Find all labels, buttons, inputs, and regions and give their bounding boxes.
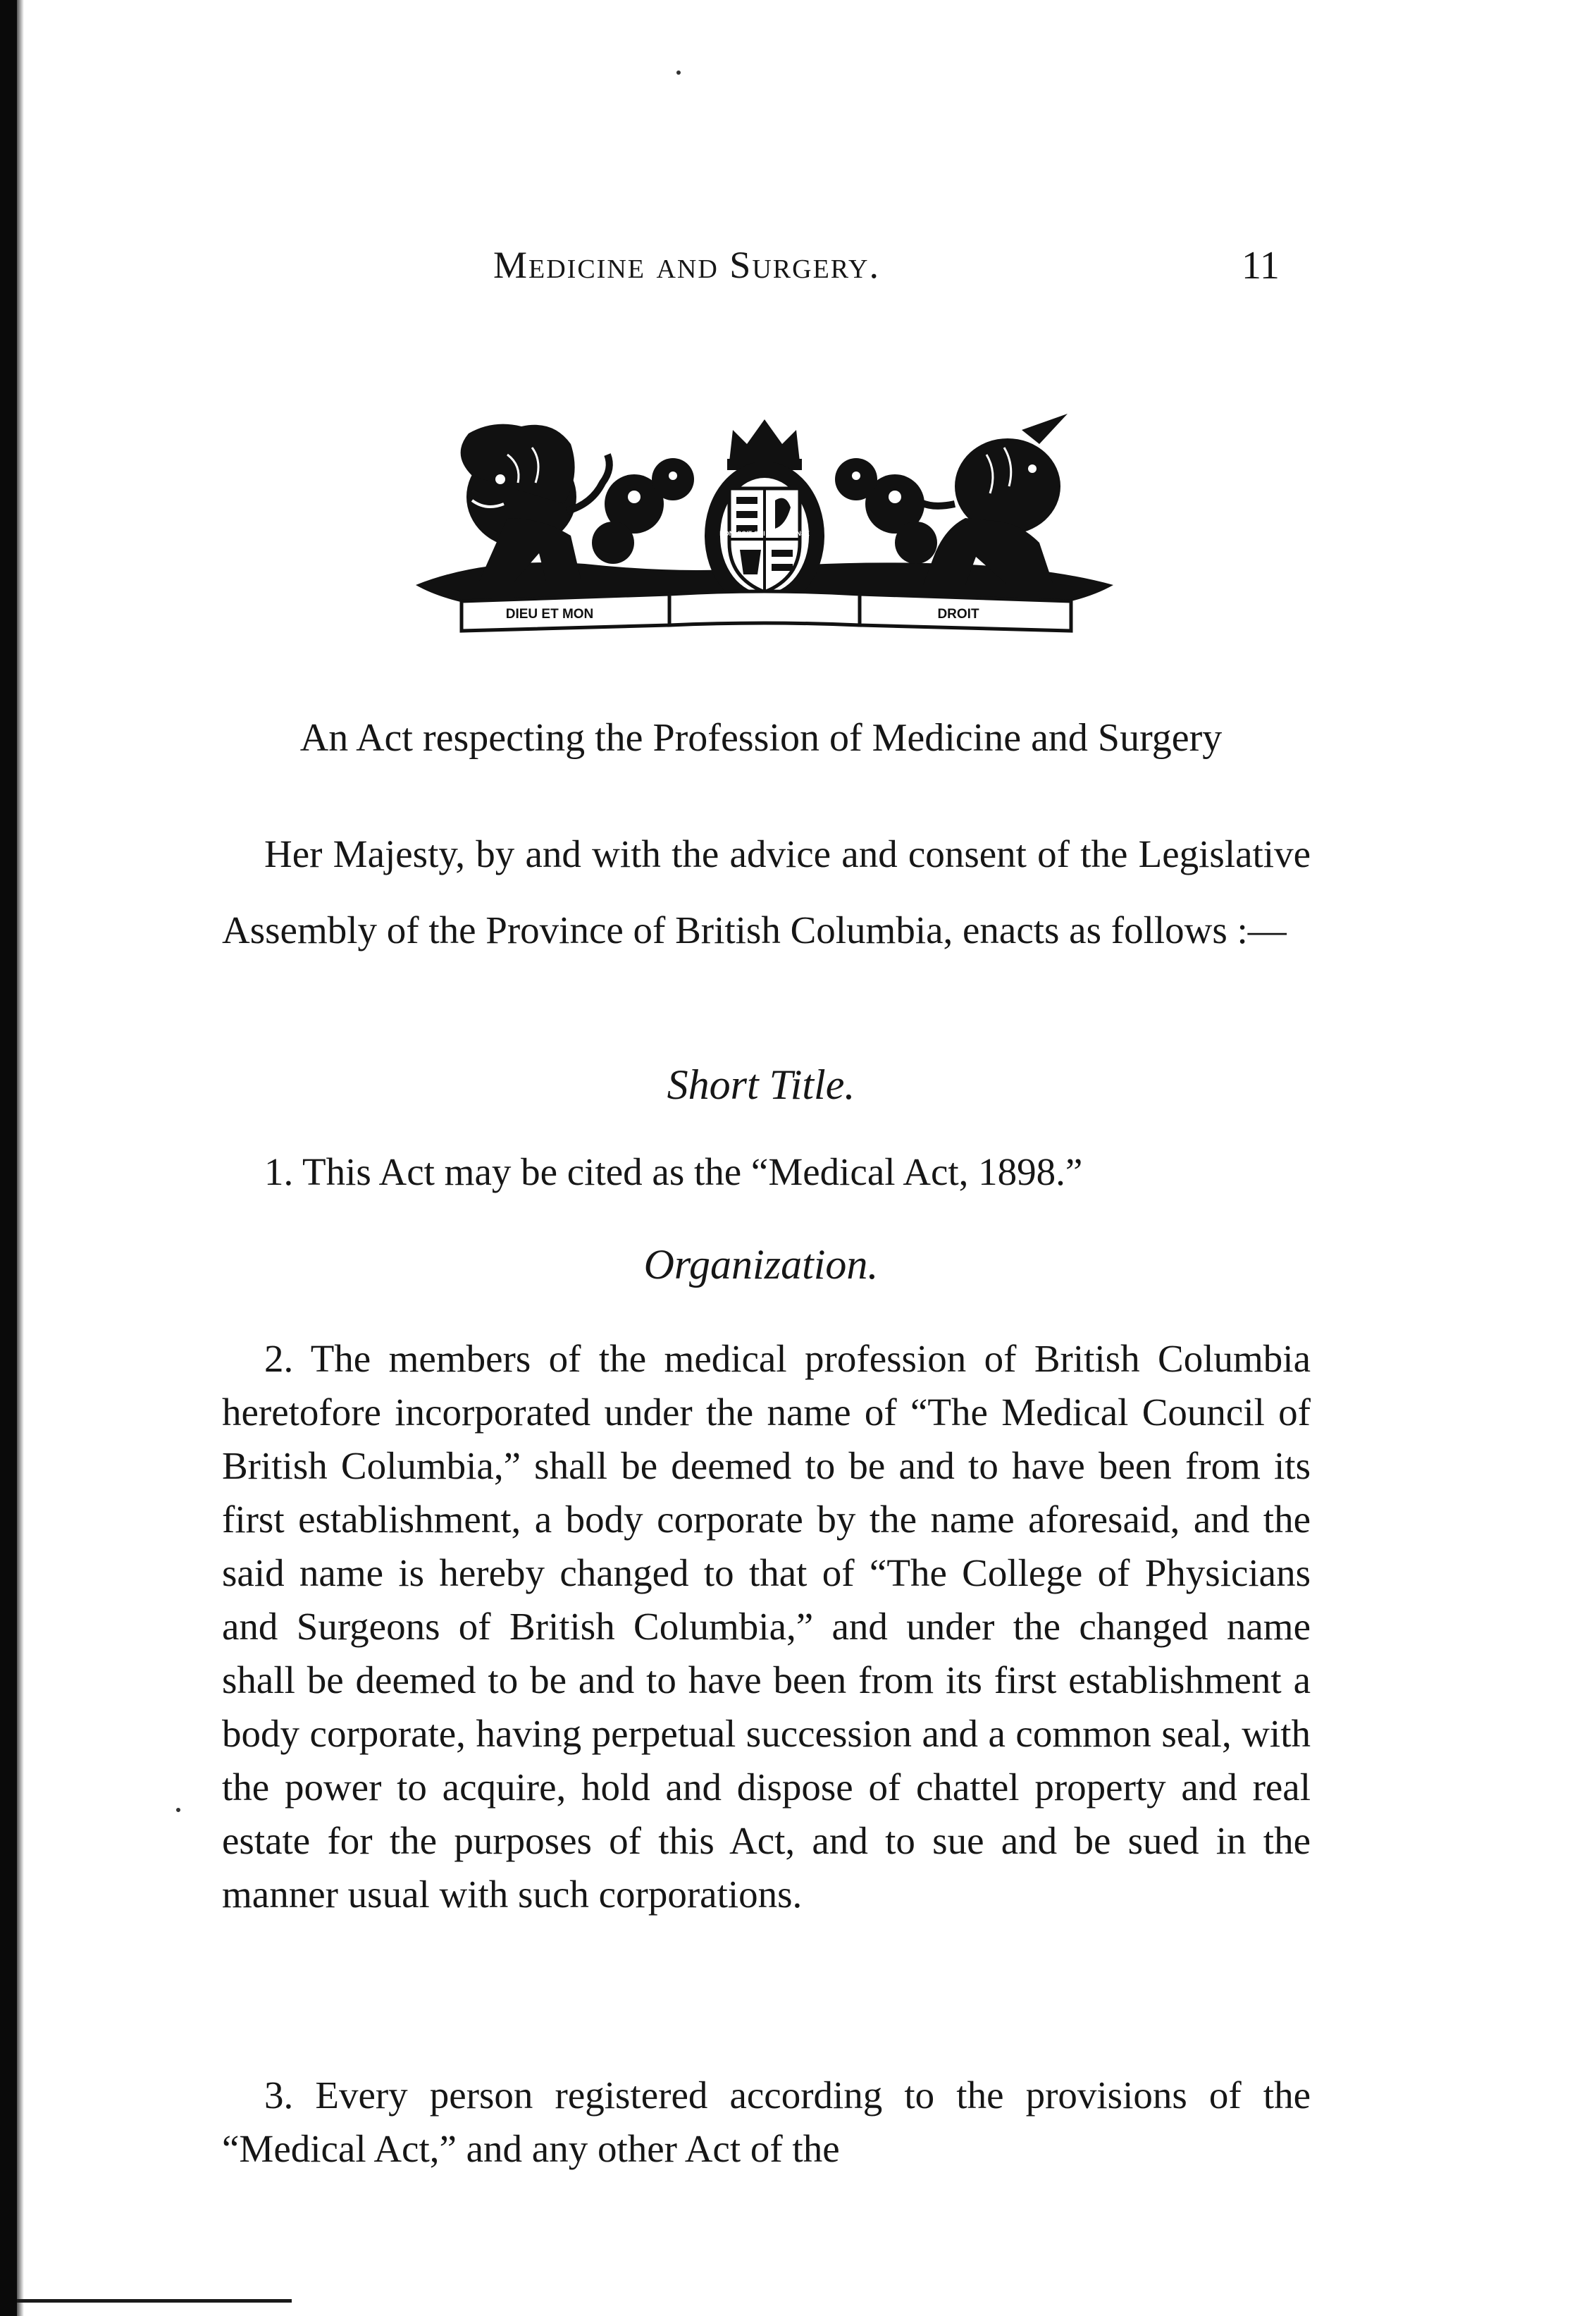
section-2: 2. The members of the medical profession of British Columbia heretofore incorporated under the name of “The Medical Council of British Columbia,” shall be deemed to be and to have been from its first establishment, a body corporate by the name aforesaid, and the said name is hereby changed to that of “The College of Physicians and Surgeons of British Columbia,” and under the changed name shall be deemed to be and to have been from its first establishment a body corporate, having perpetual succession and a common seal, with the power to acquire, hold and dispose of chattel property and real estate for the purposes of this Act, and to sue and be sued in the manner usual with such corporations. [222,1337,1311,1916]
print-speck [676,70,681,75]
act-title: An Act respecting the Profession of Medicine and Surgery [299,716,1223,760]
royal-coat-of-arms-icon [402,412,1127,648]
short-title-heading: Short Title. [667,1061,855,1108]
motto-right-text: DROIT [937,607,979,622]
motto-left-text: DIEU ET MON [505,607,594,622]
page-binding-shadow [17,0,24,2316]
page-binding-edge [0,0,17,2316]
organization-heading: Organization. [643,1241,879,1288]
enacting-clause: Her Majesty, by and with the advice and consent of the Legislative Assembly of the Province of British Columbia, enacts as follows :— [222,832,1311,951]
section-3: 3. Every person registered according to the provisions of the “Medical Act,” and any other Act of the [222,2074,1311,2170]
running-head: Medicine and Surgery. [493,244,880,286]
page-number: 11 [1242,244,1280,288]
garter-motto-text: HONI SOIT QUI MAL Y PENSE [719,530,810,537]
print-speck [176,1808,180,1812]
bottom-rule [17,2299,292,2303]
section-1: 1. This Act may be cited as the “Medical Act, 1898.” [264,1150,1083,1193]
